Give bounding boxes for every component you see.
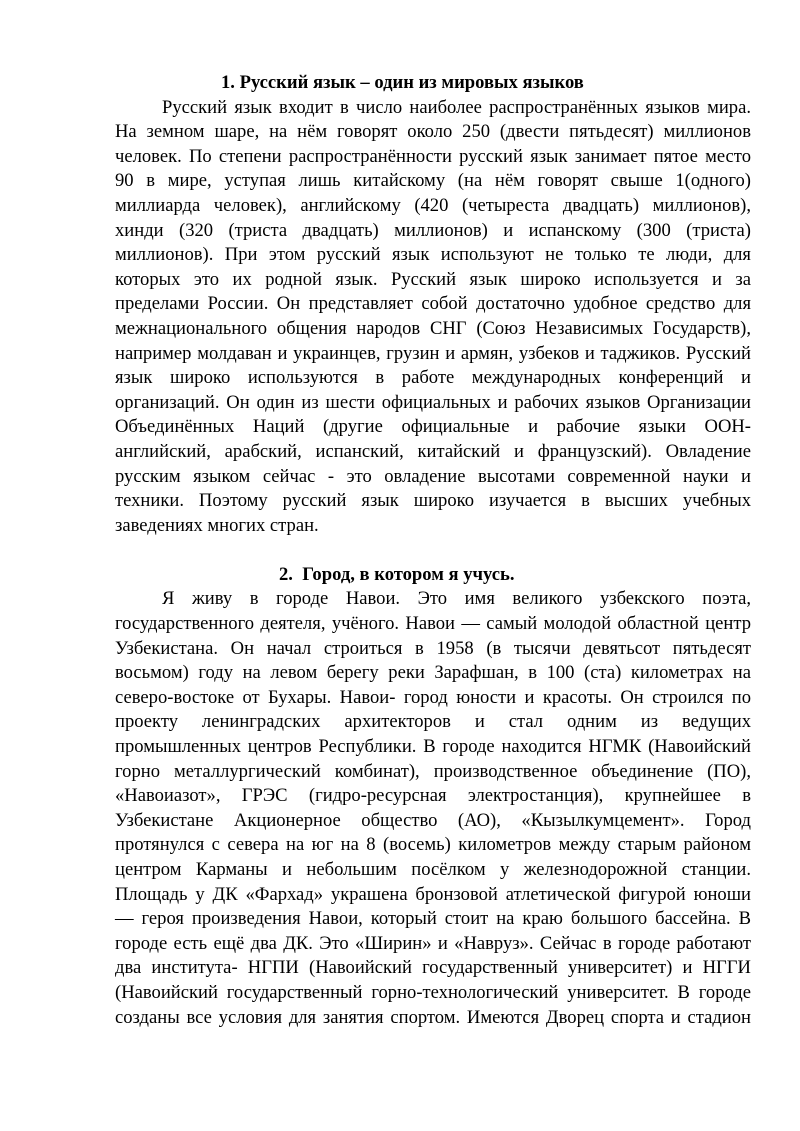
paragraph-line: английский, арабский, испанский, китайский и французский). Овладение [115, 440, 751, 462]
section-1-heading: 1. Русский язык – один из мировых языков [221, 72, 584, 93]
paragraph-line: человек. По степени распространённости русский язык занимает пятое место [115, 145, 751, 167]
paragraph-line: пределами России. Он представляет собой достаточно удобное средство для [115, 293, 751, 315]
paragraph-line: Русский язык входит в число наиболее распространённых языков мира. [162, 96, 751, 118]
paragraph-line: «Навоиазот», ГРЭС (гидро-ресурсная электростанция), крупнейшее в [115, 785, 751, 807]
paragraph-line: проекту ленинградских архитекторов и стал одним из ведущих [115, 711, 751, 733]
paragraph-line: промышленных центров Республики. В городе находится НГМК (Навоийский [115, 736, 751, 758]
paragraph-line: городе есть ещё два ДК. Это «Ширин» и «Навруз». Сейчас в городе работают [115, 932, 751, 954]
paragraph-line: 90 в мире, уступая лишь китайскому (на нём говорят свыше 1(одного) [115, 170, 751, 192]
paragraph-line: горно металлургический комбинат), производственное объединение (ПО), [115, 760, 751, 782]
paragraph-line: русским языком сейчас - это овладение высотами современной науки и [115, 465, 751, 487]
paragraph-line: организаций. Он один из шести официальных и рабочих языков Организации [115, 391, 751, 413]
paragraph-line: хинди (320 (триста двадцать) миллионов) и испанскому (300 (триста) [115, 219, 751, 241]
paragraph-line: Я живу в городе Навои. Это имя великого узбекского поэта, [162, 588, 751, 610]
paragraph-line: северо-востоке от Бухары. Навои- город юности и красоты. Он строился по [115, 686, 751, 708]
paragraph-line: техники. Поэтому русский язык широко изучается в высших учебных [115, 490, 751, 512]
paragraph-line: заведениях многих стран. [115, 514, 319, 536]
paragraph-line: которых это их родной язык. Русский язык широко используется и за [115, 268, 751, 290]
paragraph-line: На земном шаре, на нём говорят около 250 (двести пятьдесят) миллионов [115, 121, 751, 143]
paragraph-line: восьмом) году на левом берегу реки Зарафшан, в 100 (ста) километрах на [115, 662, 751, 684]
paragraph-line: — героя произведения Навои, который стоит на краю большого бассейна. В [115, 908, 751, 930]
paragraph-line: язык широко используются в работе международных конференций и [115, 367, 751, 389]
paragraph-line: два института- НГПИ (Навоийский государственный университет) и НГГИ [115, 957, 751, 979]
paragraph-line: Площадь у ДК «Фархад» украшена бронзовой атлетической фигурой юноши [115, 883, 751, 905]
paragraph-line: миллиарда человек), английскому (420 (четыреста двадцать) миллионов), [115, 194, 751, 216]
paragraph-line: например молдаван и украинцев, грузин и армян, узбеков и таджиков. Русский [115, 342, 751, 364]
section-2-heading: 2. Город, в котором я учусь. [279, 563, 515, 585]
paragraph-line: протянулся с севера на юг на 8 (восемь) километров между старым районом [115, 834, 751, 856]
paragraph-line: (Навоийский государственный горно-технологический университет. В городе [115, 981, 751, 1003]
document-body [115, 71, 751, 1030]
paragraph-line: Узбекистана. Он начал строиться в 1958 (в тысячи девятьсот пятьдесят [115, 637, 751, 659]
section-2-paragraph [115, 587, 751, 1030]
paragraph-line: государственного деятеля, учёного. Навои — самый молодой областной центр [115, 613, 751, 635]
paragraph-line: межнационального общения народов СНГ (Союз Независимых Государств), [115, 317, 751, 339]
paragraph-line: Узбекистане Акционерное общество (АО), «Кызылкумцемент». Город [115, 809, 751, 831]
paragraph-line: центром Карманы и небольшим посёлком у железнодорожной станции. [115, 859, 751, 880]
paragraph-line: Объединённых Наций (другие официальные и рабочие языки ООН- [115, 416, 751, 438]
paragraph-line: созданы все условия для занятия спортом. Имеются Дворец спорта и стадион [115, 1006, 751, 1028]
paragraph-line: миллионов). При этом русский язык используют не только те люди, для [115, 244, 751, 266]
section-spacer [115, 538, 751, 563]
section-1-paragraph [115, 96, 751, 539]
